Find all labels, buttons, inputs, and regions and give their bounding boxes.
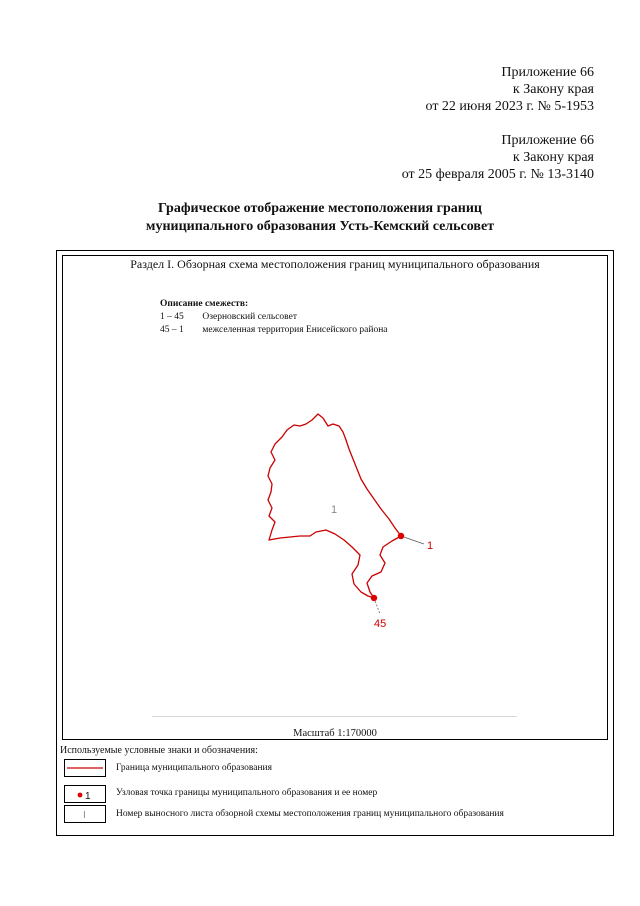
legend-node-number: 1	[85, 791, 91, 802]
legend-label-sheet: Номер выносного листа обзорной схемы местоположения границ муниципального образования	[116, 809, 504, 819]
legend-label-node: Узловая точка границы муниципального образования и ее номер	[116, 788, 378, 798]
legend-label-boundary: Граница муниципального образования	[116, 763, 272, 773]
header-current-line3: от 22 июня 2023 г. № 5-1953	[425, 99, 594, 114]
header-current-line2: к Закону края	[512, 82, 594, 97]
header-original-line2: к Закону края	[512, 150, 594, 165]
header-original-line3: от 25 февраля 2005 г. № 13-3140	[401, 167, 594, 182]
legend-symbol-boundary	[64, 759, 106, 777]
adjacency-code: 1 – 45	[160, 312, 184, 322]
legend-symbol-node	[64, 785, 106, 803]
node-point-icon	[65, 786, 105, 802]
title-line2: муниципального образования Усть-Кемский сельсовет	[145, 219, 495, 234]
sheet-number-icon	[65, 806, 105, 822]
title-line1: Графическое отображение местоположения границ	[158, 201, 482, 216]
header-original-line1: Приложение 66	[501, 133, 594, 148]
legend-symbol-sheet	[64, 805, 106, 823]
boundary-node-label: 1	[427, 540, 434, 552]
adjacency-code: 45 – 1	[160, 325, 184, 335]
header-current-line1: Приложение 66	[501, 65, 594, 80]
adjacency-text: Озерновский сельсовет	[202, 312, 297, 322]
boundary-node-label: 45	[374, 618, 387, 630]
boundary-line-icon	[65, 760, 105, 776]
scale-label: Масштаб 1:170000	[293, 728, 377, 739]
node-leader-line	[401, 536, 424, 544]
legend-heading: Используемые условные знаки и обозначения:	[60, 745, 258, 756]
boundary-node-marker	[398, 533, 404, 539]
section-title: Раздел I. Обзорная схема местоположения границ муниципального образования	[130, 257, 540, 271]
boundary-node-marker	[371, 595, 377, 601]
scale-separator	[152, 716, 517, 717]
adjacency-text: межселенная территория Енисейского района	[202, 325, 388, 335]
legend-sheet-number: I	[83, 810, 86, 821]
adjacency-title: Описание смежеств:	[160, 299, 249, 309]
sheet-number-label: 1	[331, 504, 338, 516]
